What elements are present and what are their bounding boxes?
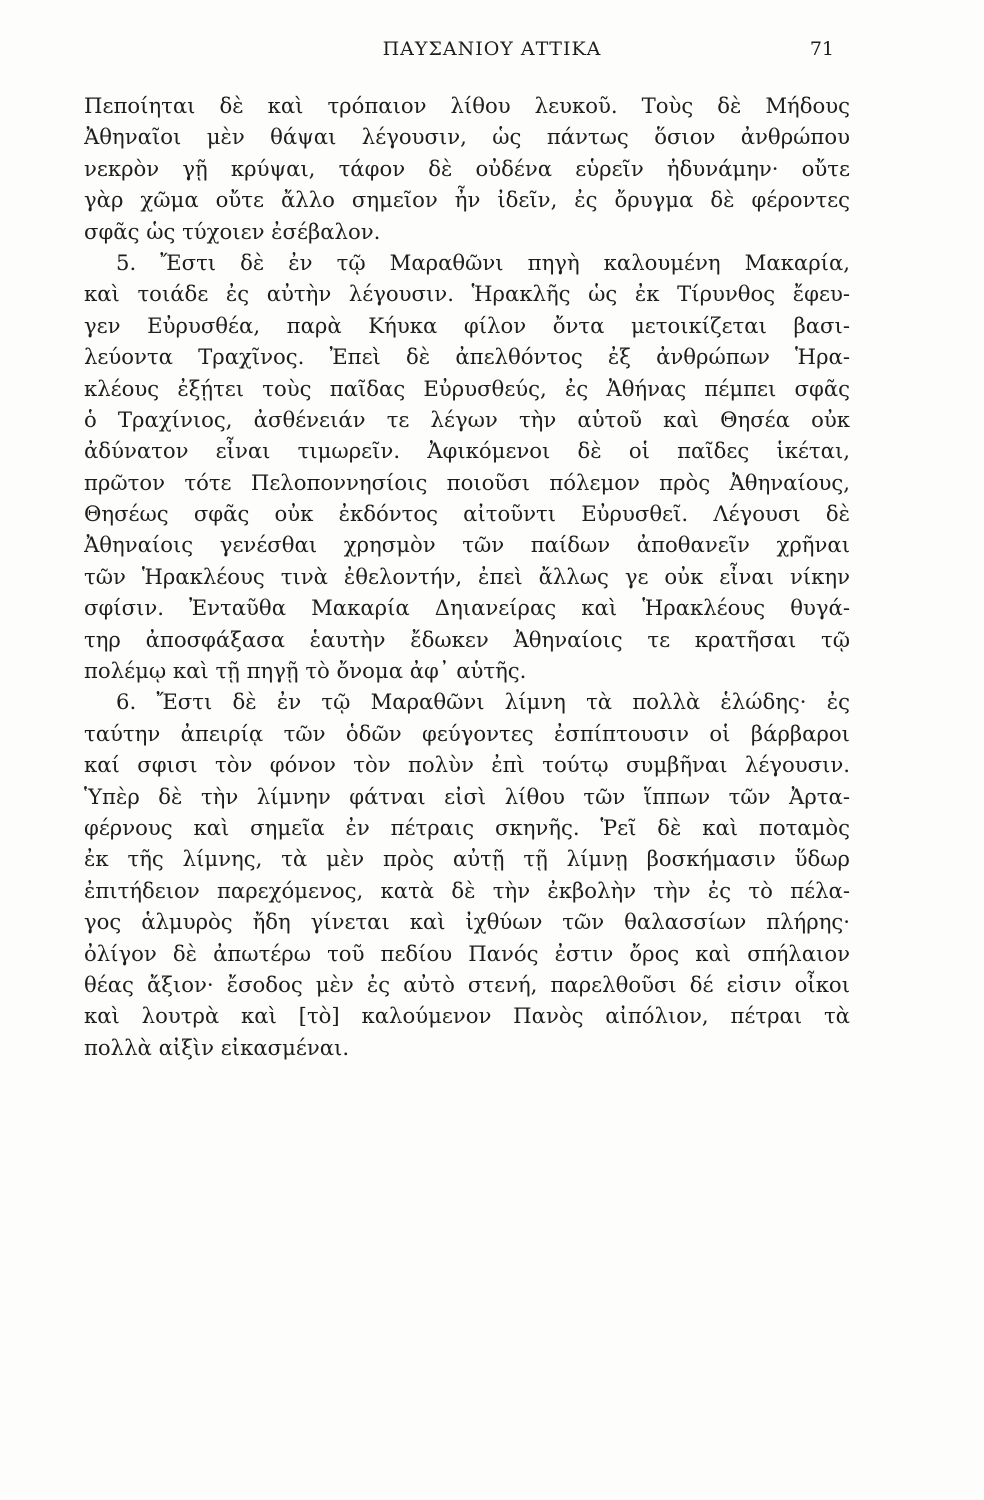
text-line: καί σφισι τὸν φόνον τὸν πολὺν ἐπὶ τούτῳ συμβῆναι λέγουσιν. bbox=[84, 752, 850, 778]
page-number: 71 bbox=[809, 38, 834, 60]
text-line: φέρνους καὶ σημεῖα ἐν πέτραις σκηνῆς. Ῥεῖ δὲ καὶ ποταμὸς bbox=[84, 814, 850, 840]
section-6-start: 6. Ἔστι δὲ ἐν τῷ Μαραθῶνι λίμνη τὰ πολλὰ ἑλώδης· ἐς bbox=[116, 689, 850, 715]
text-line: τῶν Ἡρακλέους τινὰ ἐθελοντήν, ἐπεὶ ἄλλως γε οὐκ εἶναι νίκην bbox=[84, 563, 850, 589]
text-line: ἐκ τῆς λίμνης, τὰ μὲν πρὸς αὐτῇ τῇ λίμνῃ βοσκήμασιν ὕδωρ bbox=[84, 846, 850, 872]
text-line: γεν Εὐρυσθέα, παρὰ Κήυκα φίλον ὄντα μετοικίζεται βασι- bbox=[84, 312, 850, 338]
text-line: Ἀθηναῖοι μὲν θάψαι λέγουσιν, ὡς πάντως ὅσιον ἀνθρώπου bbox=[84, 124, 850, 150]
text-line: καὶ τοιάδε ἐς αὐτὴν λέγουσιν. Ἡρακλῆς ὡς ἐκ Τίρυνθος ἔφευ- bbox=[84, 281, 850, 307]
text-line: πρῶτον τότε Πελοποννησίοις ποιοῦσι πόλεμον πρὸς Ἀθηναίους, bbox=[84, 469, 850, 495]
text-line: Ἀθηναίοις γενέσθαι χρησμὸν τῶν παίδων ἀποθανεῖν χρῆναι bbox=[84, 532, 850, 558]
text-line: Θησέως σφᾶς οὐκ ἐκδόντος αἰτοῦντι Εὐρυσθεῖ. Λέγουσι δὲ bbox=[84, 501, 850, 527]
text-line: σφᾶς ὡς τύχοιεν ἐσέβαλον. bbox=[84, 218, 381, 244]
text-line: ὁ Τραχίνιος, ἀσθένειάν τε λέγων τὴν αὑτοῦ καὶ Θησέα οὐκ bbox=[84, 406, 850, 432]
page-header bbox=[0, 34, 984, 64]
text-line: Πεποίηται δὲ καὶ τρόπαιον λίθου λευκοῦ. Τοὺς δὲ Μήδους bbox=[84, 93, 850, 118]
text-line: λεύοντα Τραχῖνος. Ἐπεὶ δὲ ἀπελθόντος ἐξ ἀνθρώπων Ἡρα- bbox=[84, 344, 850, 370]
text-line: σφίσιν. Ἐνταῦθα Μακαρία Δηιανείρας καὶ Ἡρακλέους θυγά- bbox=[84, 595, 850, 621]
text-line: ταύτην ἀπειρίᾳ τῶν ὁδῶν φεύγοντες ἐσπίπτουσιν οἱ βάρβαροι bbox=[84, 720, 850, 746]
text-line: γὰρ χῶμα οὔτε ἄλλο σημεῖον ἦν ἰδεῖν, ἐς ὄρυγμα δὲ φέροντες bbox=[84, 187, 850, 213]
section-5-start: 5. Ἔστι δὲ ἐν τῷ Μαραθῶνι πηγὴ καλουμένη Μακαρία, bbox=[116, 249, 850, 275]
text-line: ὀλίγον δὲ ἀπωτέρω τοῦ πεδίου Πανός ἐστιν ὄρος καὶ σπήλαιον bbox=[84, 940, 850, 966]
text-line: κλέους ἐξῄτει τοὺς παῖδας Εὐρυσθεύς, ἐς Ἀθήνας πέμπει σφᾶς bbox=[84, 375, 850, 401]
text-line: θέας ἄξιον· ἔσοδος μὲν ἐς αὐτὸ στενή, παρελθοῦσι δέ εἰσιν οἶκοι bbox=[84, 971, 850, 997]
text-line: τηρ ἀποσφάξασα ἑαυτὴν ἔδωκεν Ἀθηναίοις τε κρατῆσαι τῷ bbox=[84, 626, 850, 652]
text-line: ἐπιτήδειον παρεχόμενος, κατὰ δὲ τὴν ἐκβολὴν τὴν ἐς τὸ πέλα- bbox=[84, 877, 850, 903]
running-title: ΠΑΥΣΑΝΙΟΥ ΑΤΤΙΚΑ bbox=[382, 38, 602, 60]
text-body bbox=[84, 90, 850, 1063]
text-line: καὶ λουτρὰ καὶ [τὸ] καλούμενον Πανὸς αἰπόλιον, πέτραι τὰ bbox=[84, 1003, 850, 1029]
text-line: πολέμῳ καὶ τῇ πηγῇ τὸ ὄνομα ἀφ᾽ αὑτῆς. bbox=[84, 658, 527, 684]
text-line: νεκρὸν γῇ κρύψαι, τάφον δὲ οὐδένα εὑρεῖν ἠδυνάμην· οὔτε bbox=[84, 155, 850, 181]
text-line: γος ἁλμυρὸς ἤδη γίνεται καὶ ἰχθύων τῶν θαλασσίων πλήρης· bbox=[84, 909, 850, 935]
text-line: Ὑπὲρ δὲ τὴν λίμνην φάτναι εἰσὶ λίθου τῶν ἵππων τῶν Ἀρτα- bbox=[84, 783, 850, 809]
text-line: πολλὰ αἰξὶν εἰκασμέναι. bbox=[84, 1034, 350, 1060]
text-line: ἀδύνατον εἶναι τιμωρεῖν. Ἀφικόμενοι δὲ οἱ παῖδες ἱκέται, bbox=[84, 438, 850, 464]
